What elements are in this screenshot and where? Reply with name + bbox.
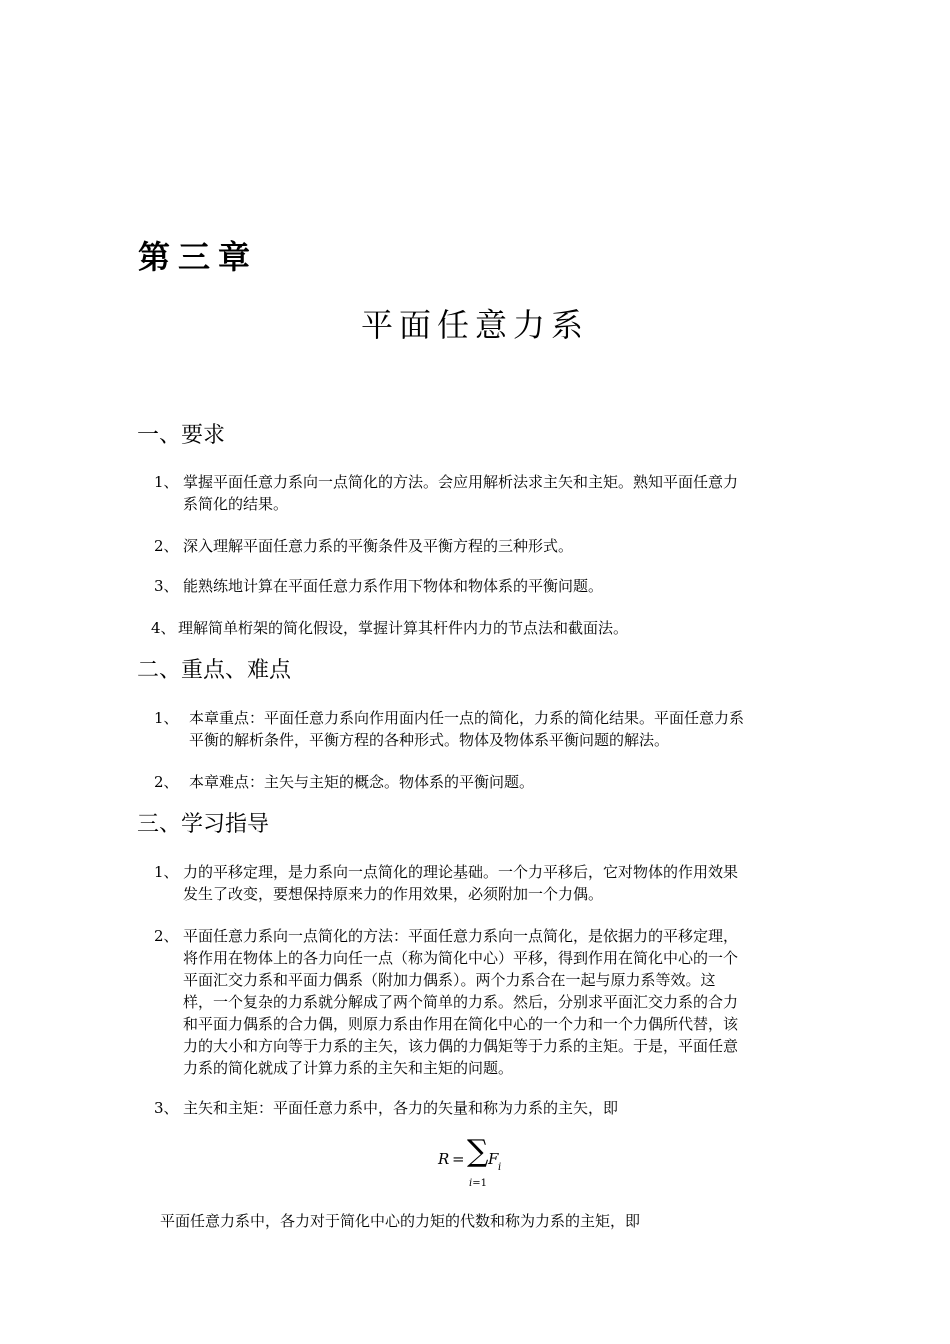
- formula-lower-rest: =1: [472, 1178, 487, 1189]
- formula-lower-var: i: [469, 1178, 473, 1189]
- item-line: 系简化的结果。: [183, 495, 289, 513]
- sigma-symbol: ∑: [467, 1134, 489, 1169]
- item-line: 本章重点：平面任意力系向作用面内任一点的简化，力系的简化结果。平面任意力系: [189, 709, 745, 727]
- item-line: 力的大小和方向等于力系的主矢，该力偶的力偶矩等于力系的主矩。于是，平面任意: [183, 1037, 739, 1055]
- section-heading-study-guide: 三、学习指导: [137, 812, 270, 837]
- item-number: 2、: [154, 773, 179, 791]
- item-line: 将作用在物体上的各力向任一点（称为简化中心）平移，得到作用在简化中心的一个: [183, 949, 739, 967]
- item-number: 2、: [154, 537, 179, 555]
- chapter-label: 第三章: [138, 238, 259, 276]
- item-line: 主矢和主矩：平面任意力系中，各力的矢量和称为力系的主矢，即: [183, 1099, 619, 1117]
- formula-term: F: [488, 1150, 499, 1168]
- item-number: 3、: [154, 1099, 179, 1117]
- item-line: 力的平移定理，是力系向一点简化的理论基础。一个力平移后，它对物体的作用效果: [183, 863, 739, 881]
- item-line: 本章难点：主矢与主矩的概念。物体系的平衡问题。: [189, 773, 535, 791]
- chapter-title: 平面任意力系: [360, 306, 589, 344]
- item-line: 深入理解平面任意力系的平衡条件及平衡方程的三种形式。: [183, 537, 574, 555]
- item-line: 平面汇交力系和平面力偶系（附加力偶系）。两个力系合在一起与原力系等效。这: [183, 971, 716, 989]
- formula-lower-limit: [469, 1178, 487, 1189]
- item-number: 1、: [154, 709, 179, 727]
- section-heading-key-points: 二、重点、难点: [137, 658, 292, 683]
- item-line: 力系的简化就成了计算力系的主矢和主矩的问题。: [183, 1059, 514, 1077]
- item-line: 和平面力偶系的合力偶，则原力系由作用在简化中心的一个力和一个力偶所代替，该: [183, 1015, 739, 1033]
- item-line: 发生了改变，要想保持原来力的作用效果，必须附加一个力偶。: [183, 885, 604, 903]
- item-line: 平衡的解析条件，平衡方程的各种形式。物体及物体系平衡问题的解法。: [189, 731, 670, 749]
- item-line: 掌握平面任意力系向一点简化的方法。会应用解析法求主矢和主矩。熟知平面任意力: [183, 473, 739, 491]
- item-line: 平面任意力系向一点简化的方法：平面任意力系向一点简化，是依据力的平移定理，: [183, 927, 739, 945]
- item-number: 3、: [154, 577, 179, 595]
- item-number: 4、: [151, 619, 176, 637]
- item-line: 能熟练地计算在平面任意力系作用下物体和物体系的平衡问题。: [183, 577, 604, 595]
- item-number: 1、: [154, 473, 179, 491]
- closing-paragraph: 平面任意力系中，各力对于简化中心的力矩的代数和称为力系的主矩，即: [160, 1212, 641, 1230]
- item-line: 样，一个复杂的力系就分解成了两个简单的力系。然后，分别求平面汇交力系的合力: [183, 993, 739, 1011]
- item-number: 1、: [154, 863, 179, 881]
- main-vector-formula: [438, 1136, 528, 1192]
- item-line: 理解简单桁架的简化假设，掌握计算其杆件内力的节点法和截面法。: [178, 619, 629, 637]
- item-number: 2、: [154, 927, 179, 945]
- formula-lhs: R: [438, 1150, 450, 1168]
- formula-subscript: i: [498, 1162, 502, 1173]
- formula-equals: =: [452, 1150, 465, 1168]
- section-heading-requirements: 一、要求: [137, 423, 226, 448]
